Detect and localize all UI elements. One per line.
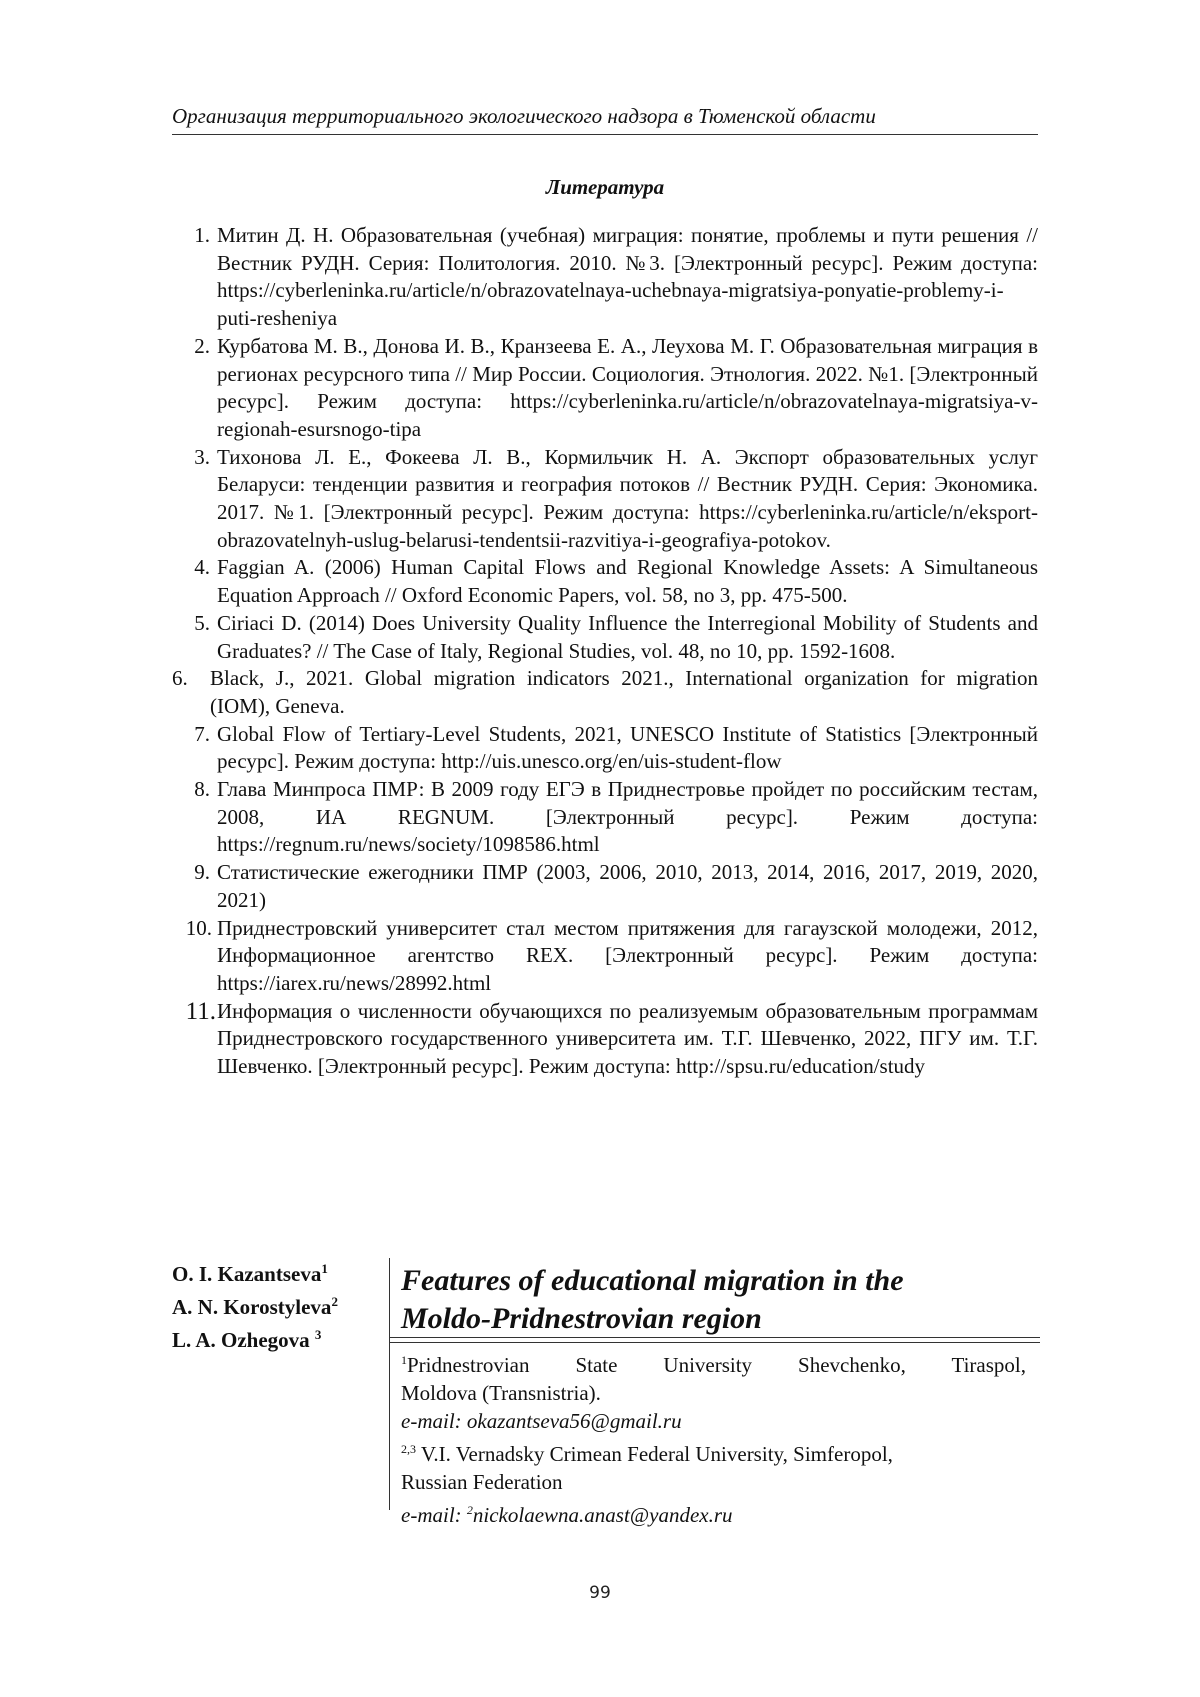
email-address: nickolaewna.anast@yandex.ru bbox=[472, 1503, 733, 1527]
reference-text: Информация о численности обучающихся по реализуемым образовательным программам Приднестровского государственного университета им. Т.Г. Шевченко, 2022, ПГУ им. Т.Г. Шевченко. [Электронный ресурс]. Режим доступа: http://spsu.ru/education/study bbox=[217, 998, 1038, 1079]
page-number: 99 bbox=[589, 1583, 611, 1603]
affiliation-mark: 1 bbox=[401, 1353, 407, 1367]
reference-number: 4. bbox=[194, 555, 210, 580]
affiliations bbox=[401, 1346, 1026, 1529]
reference-text: Тихонова Л. Е., Фокеева Л. В., Кормильчик Н. А. Экспорт образовательных услуг Беларуси: тенденции развития и география потоков // Вестник РУДН. Серия: Экономика. 2017. №1. [Электронный ресурс]. Режим доступа: https://cyberleninka.ru/article/n/eksport-obrazovatelnyh-uslug-belarusi-tendentsii-razvitiya-i-geografiya-potokov. bbox=[217, 444, 1038, 552]
reference-text: Faggian A. (2006) Human Capital Flows and Regional Knowledge Assets: A Simultaneous Equation Approach // Oxford Economic Papers, vol. 58, no 3, pp. 475-500. bbox=[217, 555, 1038, 608]
affiliation-line bbox=[401, 1346, 1026, 1379]
reference-number: 6. bbox=[172, 666, 188, 691]
reference-item bbox=[172, 776, 1038, 859]
author bbox=[172, 1288, 338, 1321]
title-rule bbox=[389, 1342, 1040, 1343]
reference-item bbox=[172, 610, 1038, 665]
author bbox=[172, 1255, 338, 1288]
reference-number: 7. bbox=[194, 721, 210, 746]
reference-number: 10. bbox=[185, 915, 212, 940]
reference-text: Курбатова М. В., Донова И. В., Кранзеева Е. А., Леухова М. Г. Образовательная миграция в регионах ресурсного типа // Мир России. Социология. Этнология. 2022. №1. [Электронный ресурс]. Режим доступа: https://cyberleninka.ru/article/n/obrazovatelnaya-migratsiya-v-regionah-esursnogo-tipa bbox=[217, 333, 1038, 441]
reference-number: 9. bbox=[194, 860, 210, 885]
affiliation-line: Moldova (Transnistria). bbox=[401, 1381, 601, 1405]
reference-item bbox=[172, 665, 1038, 720]
author-email bbox=[401, 1496, 1026, 1529]
author-list bbox=[172, 1255, 338, 1354]
reference-text: Статистические ежегодники ПМР (2003, 2006, 2010, 2013, 2014, 2016, 2017, 2019, 2020, 2021) bbox=[217, 860, 1038, 912]
author bbox=[172, 1321, 338, 1354]
reference-item bbox=[172, 915, 1038, 998]
author-name: O. I. Kazantseva bbox=[172, 1262, 322, 1286]
reference-number: 3. bbox=[194, 444, 210, 469]
email-prefix: e-mail: bbox=[401, 1503, 467, 1527]
article-title bbox=[401, 1262, 1041, 1338]
affiliation-text: Pridnestrovian State University Shevchenko, Tiraspol, bbox=[407, 1353, 1026, 1377]
reference-item bbox=[172, 444, 1038, 555]
reference-item bbox=[172, 554, 1038, 609]
running-head: Организация территориального экологического надзора в Тюменской области bbox=[172, 104, 876, 128]
header-rule bbox=[172, 134, 1038, 135]
affiliation-line bbox=[401, 1435, 1026, 1468]
author-affiliation-mark: 1 bbox=[321, 1261, 328, 1276]
reference-list bbox=[172, 222, 1038, 1081]
author-affiliation-mark: 3 bbox=[314, 1327, 322, 1342]
reference-item bbox=[172, 859, 1038, 914]
reference-number: 2. bbox=[194, 333, 210, 358]
reference-item bbox=[172, 222, 1038, 333]
author-email: e-mail: okazantseva56@gmail.ru bbox=[401, 1409, 682, 1433]
reference-text: Митин Д. Н. Образовательная (учебная) миграция: понятие, проблемы и пути решения // Вестник РУДН. Серия: Политология. 2010. №3. [Электронный ресурс]. Режим доступа: https://cyberleninka.ru/article/n/obrazovatelnaya-uchebnaya-migratsiya-ponyatie-problemy-i-puti-resheniya bbox=[217, 223, 1038, 331]
section-title: Литература bbox=[545, 175, 665, 199]
reference-text: Ciriaci D. (2014) Does University Quality Influence the Interregional Mobility of Students and Graduates? // The Case of Italy, Regional Studies, vol. 48, no 10, pp. 1592-1608. bbox=[217, 610, 1038, 663]
affiliation-mark: 2 bbox=[466, 1503, 473, 1517]
title-rule bbox=[389, 1337, 1040, 1338]
affiliation-line: Russian Federation bbox=[401, 1470, 563, 1494]
affiliation-mark: 2,3 bbox=[401, 1442, 416, 1456]
reference-text: Global Flow of Tertiary-Level Students, 2021, UNESCO Institute of Statistics [Электронный ресурс]. Режим доступа: http://uis.unesco.org/en/uis-student-flow bbox=[217, 721, 1038, 774]
column-divider bbox=[389, 1258, 390, 1510]
reference-text: Black, J., 2021. Global migration indicators 2021., International organization for migration (IOM), Geneva. bbox=[210, 666, 1038, 718]
author-name: L. A. Ozhegova bbox=[172, 1328, 315, 1352]
reference-number: 11. bbox=[185, 997, 216, 1025]
affiliation-text: V.I. Vernadsky Crimean Federal University, Simferopol, bbox=[416, 1442, 893, 1466]
reference-number: 8. bbox=[194, 777, 210, 802]
reference-item bbox=[172, 721, 1038, 776]
article-title-line: Moldo-Pridnestrovian region bbox=[401, 1302, 762, 1335]
reference-item bbox=[172, 333, 1038, 444]
article-title-line: Features of educational migration in the bbox=[401, 1264, 904, 1297]
author-name: A. N. Korostyleva bbox=[172, 1295, 332, 1319]
reference-text: Приднестровский университет стал местом притяжения для гагаузской молодежи, 2012, Информационное агентство REX. [Электронный ресурс]. Режим доступа: https://iarex.ru/news/28992.html bbox=[217, 915, 1038, 995]
reference-text: Глава Минпроса ПМР: В 2009 году ЕГЭ в Приднестровье пройдет по российским тестам, 2008, ИА REGNUM. [Электронный ресурс]. Режим доступа: https://regnum.ru/news/society/1098586.html bbox=[217, 777, 1038, 857]
reference-number: 5. bbox=[194, 610, 210, 635]
author-affiliation-mark: 2 bbox=[331, 1294, 338, 1309]
reference-item bbox=[172, 998, 1038, 1081]
reference-number: 1. bbox=[194, 223, 210, 247]
